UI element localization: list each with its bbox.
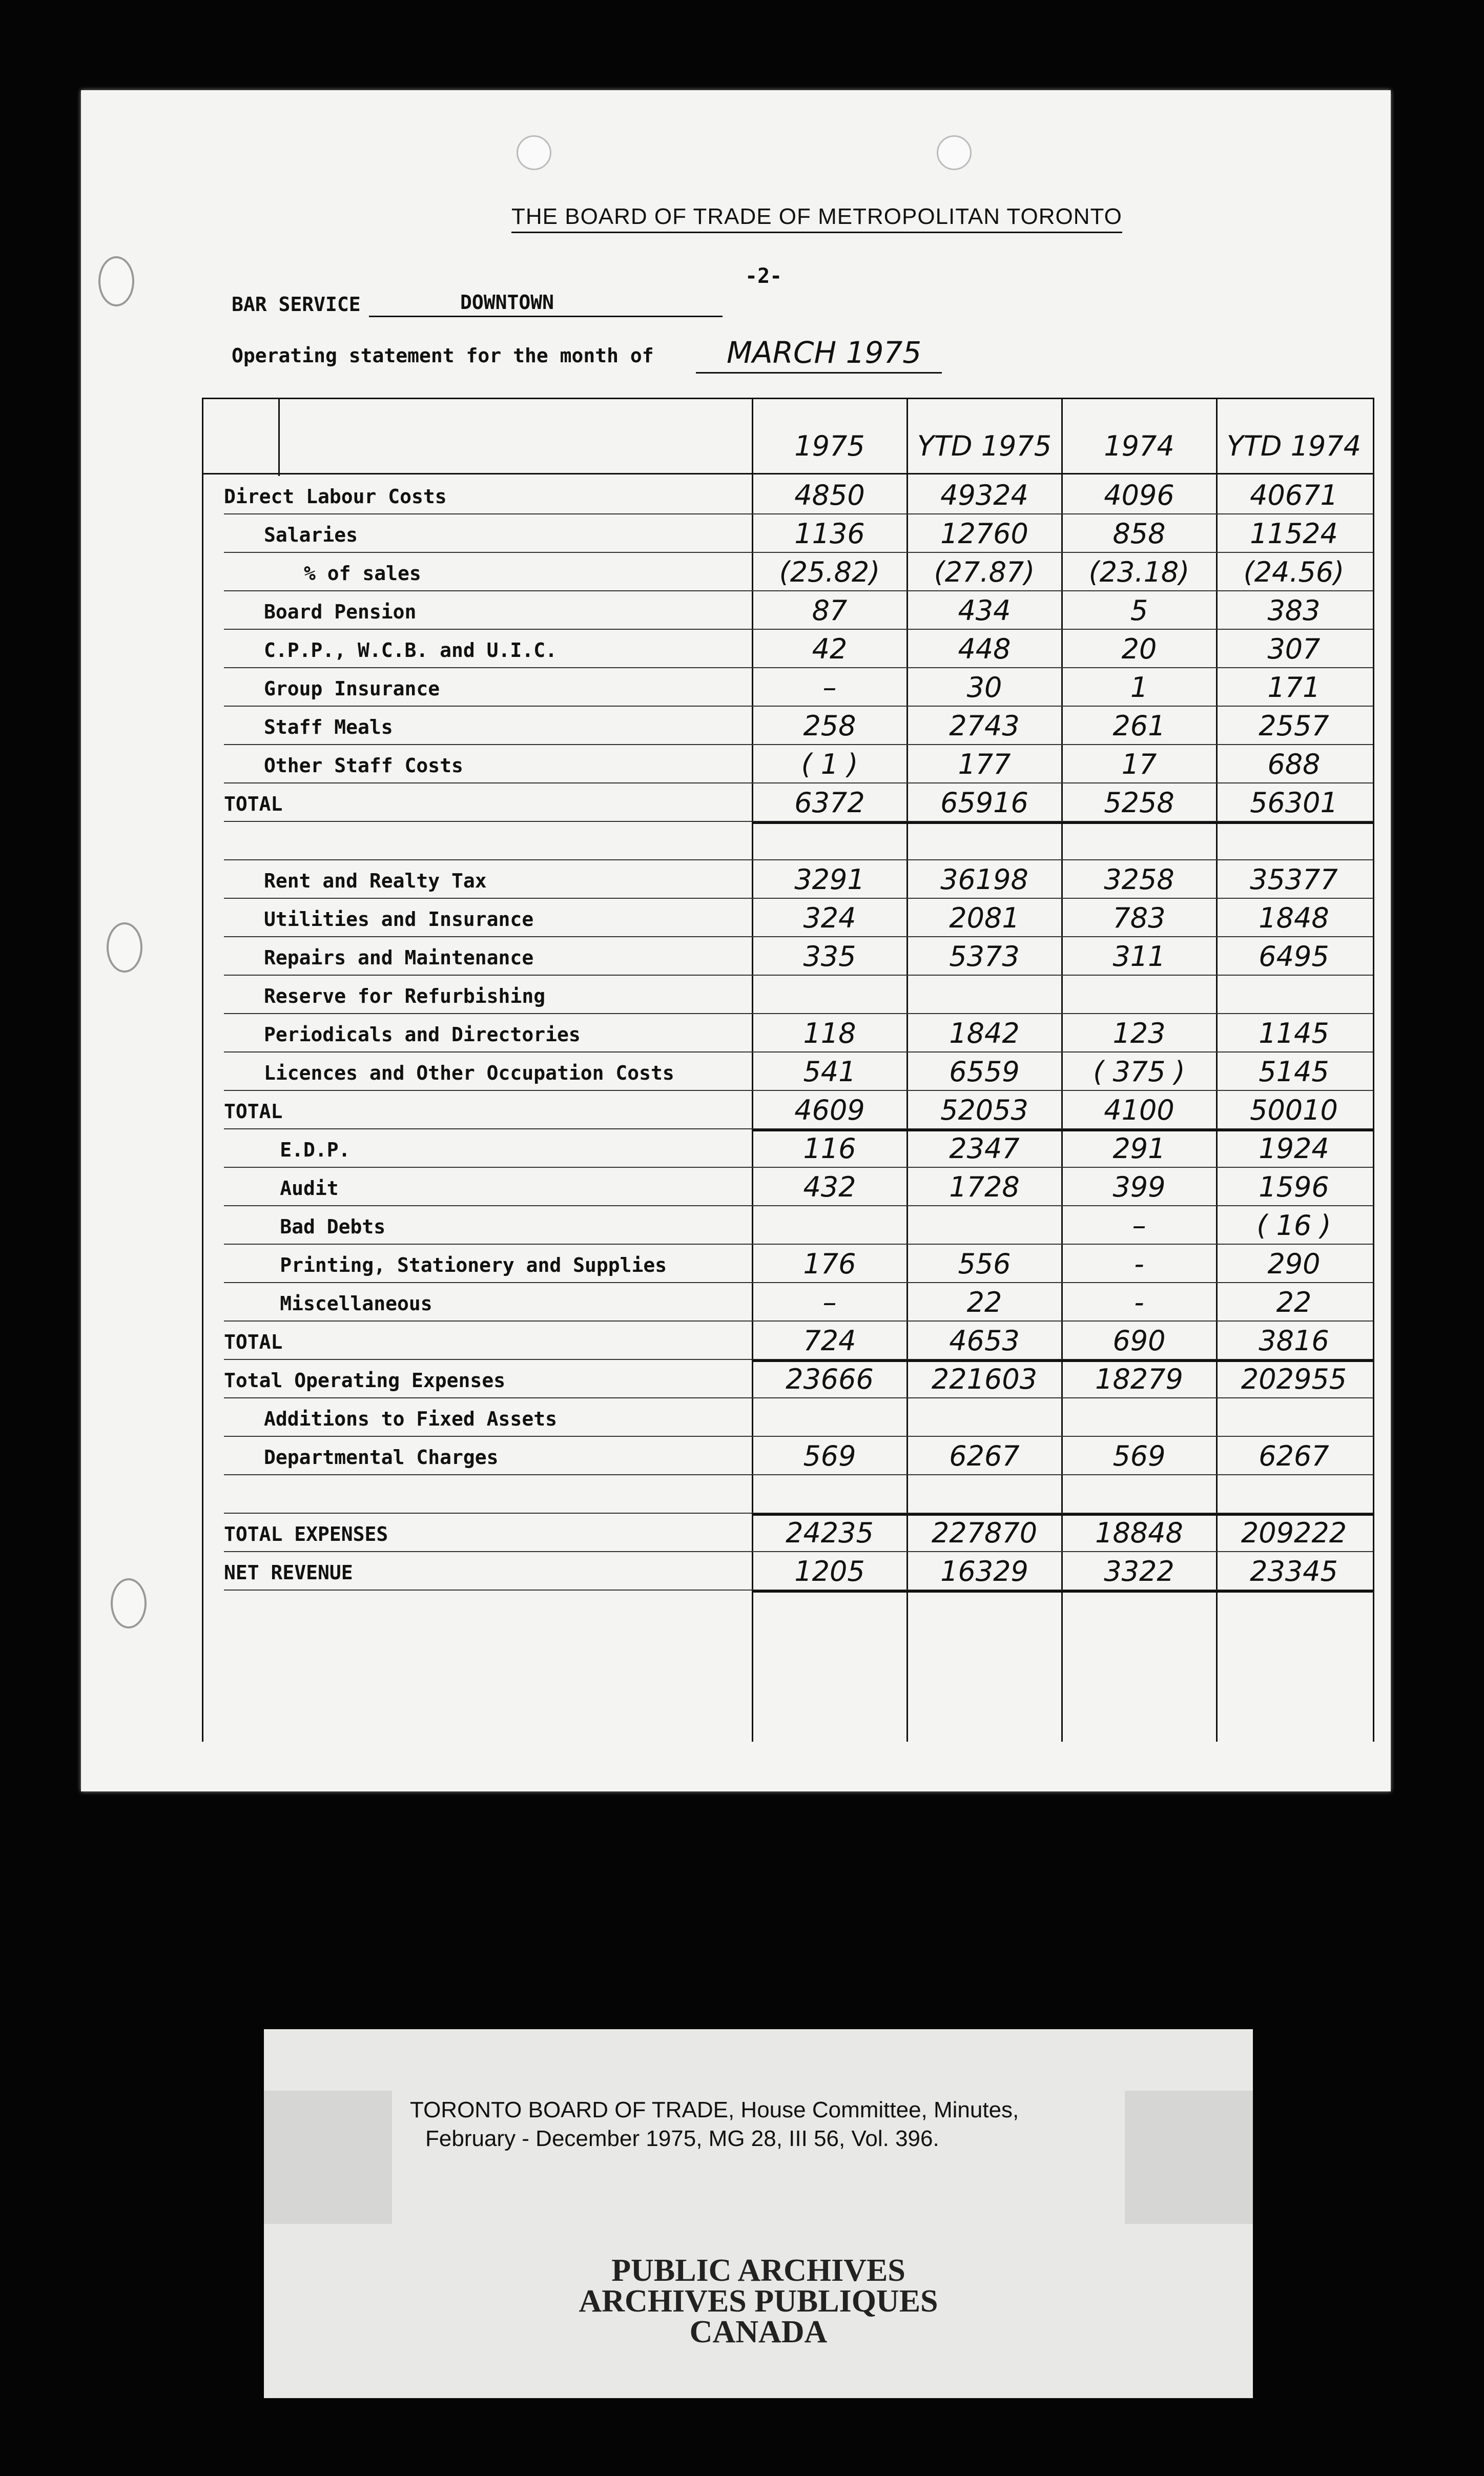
row-value: 5258 xyxy=(1104,787,1174,819)
row-label: Additions to Fixed Assets xyxy=(264,1408,557,1430)
row-value: 724 xyxy=(803,1325,856,1357)
table-row xyxy=(203,1053,1373,1091)
row-value: 35377 xyxy=(1250,863,1338,896)
table-row xyxy=(203,1437,1373,1475)
table-row xyxy=(203,591,1373,630)
header-rule xyxy=(203,473,1373,474)
table-row xyxy=(203,1206,1373,1245)
row-value: 290 xyxy=(1267,1248,1321,1280)
table-row xyxy=(203,553,1373,591)
archives-line-1: PUBLIC ARCHIVES xyxy=(611,2253,905,2288)
row-label: Licences and Other Occupation Costs xyxy=(264,1062,674,1084)
row-value: 399 xyxy=(1112,1171,1166,1203)
row-label: E.D.P. xyxy=(280,1139,351,1161)
row-value: 56301 xyxy=(1250,787,1338,819)
archives-line-3: CANADA xyxy=(689,2315,828,2349)
row-value: - xyxy=(1134,1286,1144,1318)
row-value: 20 xyxy=(1121,633,1157,665)
document-title: THE BOARD OF TRADE OF METROPOLITAN TORONTO xyxy=(511,204,1122,233)
row-value: 3291 xyxy=(794,863,865,896)
row-label: Departmental Charges xyxy=(264,1446,499,1469)
row-value: 49324 xyxy=(940,479,1028,511)
row-label: Bad Debts xyxy=(280,1215,386,1238)
row-value: (24.56) xyxy=(1243,556,1345,588)
row-value: ( 1 ) xyxy=(801,748,858,780)
row-value: 65916 xyxy=(940,787,1028,819)
row-value: 569 xyxy=(803,1440,856,1472)
table-row xyxy=(203,783,1373,822)
row-value: 311 xyxy=(1112,940,1166,973)
row-value: 171 xyxy=(1267,671,1321,704)
row-value: 36198 xyxy=(940,863,1028,896)
row-label: Utilities and Insurance xyxy=(264,908,534,931)
row-label: Reserve for Refurbishing xyxy=(264,985,546,1007)
column-header-1974: 1974 xyxy=(1104,430,1174,462)
month-underline xyxy=(696,372,942,374)
row-value: 858 xyxy=(1112,518,1166,550)
table-row xyxy=(203,1552,1373,1591)
bar-service-label: BAR SERVICE xyxy=(232,293,361,316)
row-value: – xyxy=(822,1286,837,1318)
table-row xyxy=(203,1514,1373,1552)
row-value: – xyxy=(1132,1209,1146,1242)
row-label: Miscellaneous xyxy=(280,1292,432,1315)
row-value: 40671 xyxy=(1250,479,1338,511)
row-value: 2081 xyxy=(949,902,1020,934)
row-value: 261 xyxy=(1112,710,1166,742)
table-row xyxy=(203,822,1373,860)
row-value: 177 xyxy=(958,748,1011,780)
row-label: Group Insurance xyxy=(264,677,440,700)
row-value: 18848 xyxy=(1095,1517,1183,1549)
row-label: Staff Meals xyxy=(264,716,393,738)
citation-line-1: TORONTO BOARD OF TRADE, House Committee, Minutes, xyxy=(410,2097,1019,2122)
row-value: 5145 xyxy=(1259,1056,1329,1088)
row-value: 6372 xyxy=(794,787,865,819)
row-label: TOTAL xyxy=(224,1331,283,1353)
row-value: 432 xyxy=(803,1171,856,1203)
table-row xyxy=(203,1091,1373,1129)
total-rule xyxy=(752,1590,1373,1593)
row-value: 690 xyxy=(1112,1325,1166,1357)
archive-label-card xyxy=(264,2029,1253,2398)
row-value: 3322 xyxy=(1104,1555,1174,1587)
page-number: -2- xyxy=(745,264,782,288)
row-value: 52053 xyxy=(940,1094,1028,1126)
row-value: 3816 xyxy=(1259,1325,1329,1357)
row-value: 434 xyxy=(958,594,1011,627)
row-label: TOTAL xyxy=(224,1100,283,1123)
row-label: Rent and Realty Tax xyxy=(264,870,487,892)
row-value: 18279 xyxy=(1095,1363,1183,1395)
row-value: 556 xyxy=(958,1248,1011,1280)
row-value: 383 xyxy=(1267,594,1321,627)
row-value: 6559 xyxy=(949,1056,1020,1088)
row-value: 23345 xyxy=(1250,1555,1338,1587)
row-label: Other Staff Costs xyxy=(264,754,463,777)
column-header-ytd-1974: YTD 1974 xyxy=(1226,430,1362,462)
row-value: – xyxy=(822,671,837,704)
row-value: 22 xyxy=(966,1286,1002,1318)
bar-service-underline xyxy=(369,316,723,317)
row-value: 307 xyxy=(1267,633,1321,665)
row-value: (27.87) xyxy=(934,556,1035,588)
punch-hole-left xyxy=(517,135,551,170)
card-tab-left xyxy=(264,2091,392,2224)
row-value: ( 375 ) xyxy=(1093,1056,1185,1088)
row-value: 1205 xyxy=(794,1555,865,1587)
row-value: 569 xyxy=(1112,1440,1166,1472)
row-label: Repairs and Maintenance xyxy=(264,946,534,969)
row-value: 1848 xyxy=(1259,902,1329,934)
row-value: 448 xyxy=(958,633,1011,665)
row-value: 1596 xyxy=(1259,1171,1329,1203)
bar-service-value: DOWNTOWN xyxy=(460,291,554,314)
label-column-divider xyxy=(278,399,280,476)
row-value: (25.82) xyxy=(779,556,880,588)
row-value: - xyxy=(1134,1248,1144,1280)
table-row xyxy=(203,1129,1373,1168)
row-value: 1136 xyxy=(794,518,865,550)
row-value: 118 xyxy=(803,1017,856,1049)
row-value: 6495 xyxy=(1259,940,1329,973)
side-hole-middle xyxy=(107,922,142,973)
row-label: Salaries xyxy=(264,524,358,546)
row-value: 4609 xyxy=(794,1094,865,1126)
row-value: 24235 xyxy=(786,1517,874,1549)
table-row xyxy=(203,937,1373,976)
row-value: 1728 xyxy=(949,1171,1020,1203)
table-row xyxy=(203,899,1373,937)
row-value: 2743 xyxy=(949,710,1020,742)
row-value: 1 xyxy=(1130,671,1148,704)
operating-statement-table xyxy=(202,398,1374,1742)
row-label: TOTAL EXPENSES xyxy=(224,1523,388,1545)
row-value: 258 xyxy=(803,710,856,742)
table-row xyxy=(203,1398,1373,1437)
row-value: 335 xyxy=(803,940,856,973)
table-row xyxy=(203,668,1373,707)
column-header-1975: 1975 xyxy=(794,430,865,462)
row-label: Board Pension xyxy=(264,601,417,623)
table-row xyxy=(203,1322,1373,1360)
table-row xyxy=(203,1168,1373,1206)
row-value: 176 xyxy=(803,1248,856,1280)
row-label: Audit xyxy=(280,1177,339,1200)
row-value: 5 xyxy=(1130,594,1148,627)
row-label: C.P.P., W.C.B. and U.I.C. xyxy=(264,639,557,662)
row-value: 4100 xyxy=(1104,1094,1174,1126)
row-value: (23.18) xyxy=(1088,556,1190,588)
column-header-ytd-1975: YTD 1975 xyxy=(917,430,1052,462)
archive-citation xyxy=(410,2096,1127,2153)
row-value: 4653 xyxy=(949,1325,1020,1357)
row-value: 22 xyxy=(1276,1286,1312,1318)
row-value: 30 xyxy=(966,671,1002,704)
operating-statement-label: Operating statement for the month of xyxy=(232,344,654,367)
row-label: TOTAL xyxy=(224,793,283,815)
document-page xyxy=(81,90,1391,1791)
side-hole-top xyxy=(98,256,134,306)
punch-hole-right xyxy=(937,135,972,170)
citation-line-2: February - December 1975, MG 28, III 56, Vol. 396. xyxy=(425,2126,939,2151)
row-label: % of sales xyxy=(304,562,421,585)
row-value: ( 16 ) xyxy=(1256,1209,1331,1242)
table-row xyxy=(203,1360,1373,1398)
row-value: 541 xyxy=(803,1056,856,1088)
row-value: 221603 xyxy=(931,1363,1038,1395)
table-row xyxy=(203,630,1373,668)
row-value: 23666 xyxy=(786,1363,874,1395)
row-value: 16329 xyxy=(940,1555,1028,1587)
table-row xyxy=(203,707,1373,745)
row-value: 291 xyxy=(1112,1132,1166,1165)
side-hole-bottom xyxy=(111,1578,147,1628)
row-value: 2347 xyxy=(949,1132,1020,1165)
row-label: Total Operating Expenses xyxy=(224,1369,506,1392)
row-value: 87 xyxy=(812,594,848,627)
row-label: Direct Labour Costs xyxy=(224,485,447,508)
row-value: 1145 xyxy=(1259,1017,1329,1049)
row-value: 209222 xyxy=(1241,1517,1347,1549)
table-row xyxy=(203,860,1373,899)
row-label: Periodicals and Directories xyxy=(264,1023,581,1046)
row-value: 116 xyxy=(803,1132,856,1165)
row-value: 17 xyxy=(1121,748,1157,780)
card-tab-right xyxy=(1125,2091,1253,2224)
table-row xyxy=(203,1475,1373,1514)
row-value: 5373 xyxy=(949,940,1020,973)
table-row xyxy=(203,976,1373,1014)
row-label: NET REVENUE xyxy=(224,1561,353,1584)
row-value: 1924 xyxy=(1259,1132,1329,1165)
row-value: 227870 xyxy=(931,1517,1038,1549)
row-value: 2557 xyxy=(1259,710,1329,742)
month-value: MARCH 1975 xyxy=(727,335,922,370)
row-value: 324 xyxy=(803,902,856,934)
table-row xyxy=(203,745,1373,783)
row-value: 783 xyxy=(1112,902,1166,934)
table-row xyxy=(203,1283,1373,1322)
archives-line-2: ARCHIVES PUBLIQUES xyxy=(579,2284,938,2319)
row-label: Printing, Stationery and Supplies xyxy=(280,1254,667,1276)
table-row xyxy=(203,514,1373,553)
row-value: 12760 xyxy=(940,518,1028,550)
row-value: 50010 xyxy=(1250,1094,1338,1126)
row-value: 6267 xyxy=(1259,1440,1329,1472)
row-value: 202955 xyxy=(1241,1363,1347,1395)
row-value: 688 xyxy=(1267,748,1321,780)
table-row xyxy=(203,1014,1373,1053)
row-value: 11524 xyxy=(1250,518,1338,550)
row-value: 4850 xyxy=(794,479,865,511)
row-value: 6267 xyxy=(949,1440,1020,1472)
table-row xyxy=(203,476,1373,514)
row-value: 42 xyxy=(812,633,848,665)
row-value: 123 xyxy=(1112,1017,1166,1049)
table-row xyxy=(203,1245,1373,1283)
row-value: 1842 xyxy=(949,1017,1020,1049)
row-value: 4096 xyxy=(1104,479,1174,511)
row-value: 3258 xyxy=(1104,863,1174,896)
